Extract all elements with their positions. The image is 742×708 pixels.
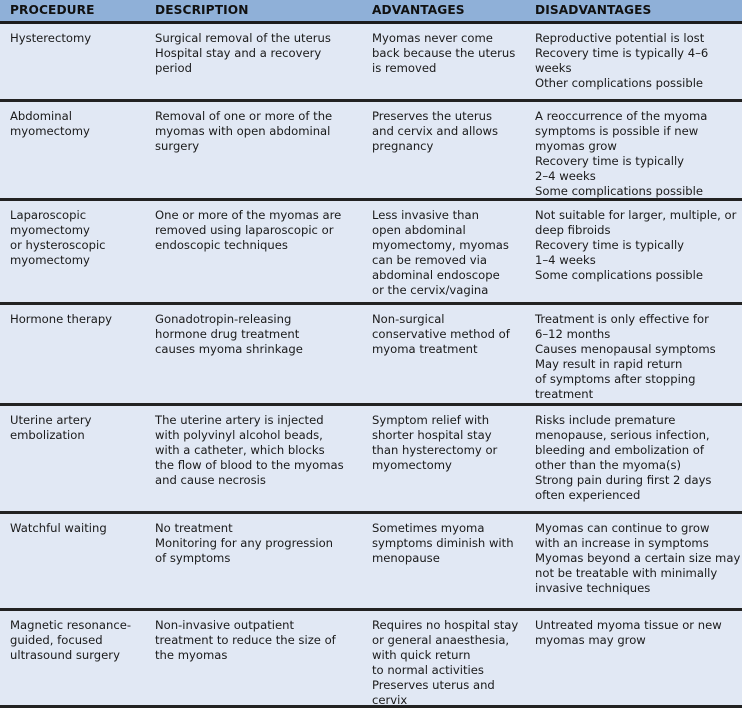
description-line: causes myoma shrinkage [155, 342, 303, 356]
advantages-line: Myomas never come [372, 31, 493, 45]
advantages-line: Preserves uterus and [372, 678, 495, 692]
cell-advantages [362, 102, 525, 198]
cell-disadvantages [525, 611, 742, 705]
cell-description [145, 24, 362, 99]
procedure-line: Uterine artery [10, 413, 92, 427]
disadvantages-line: deep fibroids [535, 223, 611, 237]
header-advantages: ADVANTAGES [372, 3, 465, 17]
disadvantages-line: not be treatable with minimally [535, 566, 718, 580]
advantages-line: pregnancy [372, 139, 434, 153]
advantages-line: with quick return [372, 648, 471, 662]
table-row [0, 406, 742, 514]
disadvantages-line: Recovery time is typically [535, 154, 685, 168]
cell-procedure [0, 611, 145, 705]
disadvantages-line: weeks [535, 61, 572, 75]
disadvantages-line: treatment [535, 387, 594, 401]
disadvantages-line: bleeding and embolization of [535, 443, 704, 457]
description-line: and cause necrosis [155, 473, 266, 487]
description-line: One or more of the myomas are [155, 208, 342, 222]
cell-procedure [0, 201, 145, 302]
description-line: Non-invasive outpatient [155, 618, 295, 632]
disadvantages-line: of symptoms after stopping [535, 372, 696, 386]
advantages-line: Non-surgical [372, 312, 445, 326]
procedure-line: Hormone therapy [10, 312, 113, 326]
advantages-line: Sometimes myoma [372, 521, 485, 535]
advantages-line: menopause [372, 551, 440, 565]
disadvantages-line: often experienced [535, 488, 641, 502]
description-line: treatment to reduce the size of [155, 633, 336, 647]
advantages-line: open abdominal [372, 223, 466, 237]
cell-advantages [362, 514, 525, 608]
disadvantages-line: symptoms is possible if new [535, 124, 699, 138]
table-row [0, 201, 742, 305]
description-line: with a catheter, which blocks [155, 443, 325, 457]
procedure-line: Magnetic resonance- [10, 618, 132, 632]
disadvantages-line: Recovery time is typically 4–6 [535, 46, 709, 60]
cell-description [145, 406, 362, 511]
disadvantages-line: Reproductive potential is lost [535, 31, 705, 45]
procedure-line: Abdominal [10, 109, 72, 123]
disadvantages-line: myomas may grow [535, 633, 646, 647]
cell-advantages [362, 406, 525, 511]
advantages-line: or the cervix/vagina [372, 283, 489, 297]
cell-disadvantages [525, 406, 742, 511]
procedure-line: ultrasound surgery [10, 648, 120, 662]
procedure-line: myomectomy [10, 253, 90, 267]
cell-disadvantages [525, 305, 742, 403]
cell-disadvantages [525, 24, 742, 99]
disadvantages-line: Other complications possible [535, 76, 704, 90]
disadvantages-line: Myomas beyond a certain size may [535, 551, 741, 565]
description-line: Monitoring for any progression [155, 536, 334, 550]
procedure-line: myomectomy [10, 124, 90, 138]
cell-procedure [0, 24, 145, 99]
disadvantages-line: Treatment is only effective for [535, 312, 709, 326]
advantages-line: than hysterectomy or [372, 443, 498, 457]
advantages-line: myomectomy, myomas [372, 238, 509, 252]
advantages-line: symptoms diminish with [372, 536, 514, 550]
cell-procedure [0, 102, 145, 198]
disadvantages-line: menopause, serious infection, [535, 428, 710, 442]
disadvantages-line: 2–4 weeks [535, 169, 596, 183]
procedure-line: or hysteroscopic [10, 238, 106, 252]
advantages-line: cervix [372, 693, 408, 707]
description-line: Removal of one or more of the [155, 109, 333, 123]
cell-procedure [0, 305, 145, 403]
disadvantages-line: Myomas can continue to grow [535, 521, 710, 535]
disadvantages-line: Not suitable for larger, multiple, or [535, 208, 737, 222]
advantages-line: Less invasive than [372, 208, 479, 222]
description-line: with polyvinyl alcohol beads, [155, 428, 323, 442]
description-line: period [155, 61, 192, 75]
description-line: Surgical removal of the uterus [155, 31, 331, 45]
cell-advantages [362, 201, 525, 302]
procedure-line: guided, focused [10, 633, 103, 647]
disadvantages-line: 1–4 weeks [535, 253, 596, 267]
header-disadvantages: DISADVANTAGES [535, 3, 652, 17]
advantages-line: shorter hospital stay [372, 428, 492, 442]
cell-disadvantages [525, 514, 742, 608]
advantages-line: or general anaesthesia, [372, 633, 510, 647]
disadvantages-line: A reoccurrence of the myoma [535, 109, 708, 123]
cell-disadvantages [525, 102, 742, 198]
cell-description [145, 201, 362, 302]
cell-advantages [362, 305, 525, 403]
cell-disadvantages [525, 201, 742, 302]
procedure-line: Watchful waiting [10, 521, 107, 535]
table-row [0, 514, 742, 611]
disadvantages-line: Strong pain during first 2 days [535, 473, 712, 487]
cell-description [145, 611, 362, 705]
header-description: DESCRIPTION [155, 3, 249, 17]
disadvantages-line: invasive techniques [535, 581, 651, 595]
description-line: No treatment [155, 521, 233, 535]
disadvantages-line: 6–12 months [535, 327, 611, 341]
disadvantages-line: other than the myoma(s) [535, 458, 682, 472]
table-row [0, 611, 742, 708]
disadvantages-line: Recovery time is typically [535, 238, 685, 252]
description-line: myomas with open abdominal [155, 124, 331, 138]
advantages-line: back because the uterus [372, 46, 516, 60]
advantages-line: myomectomy [372, 458, 452, 472]
description-line: the myomas [155, 648, 228, 662]
advantages-line: myoma treatment [372, 342, 478, 356]
table-row [0, 102, 742, 201]
advantages-line: to normal activities [372, 663, 484, 677]
table-row [0, 305, 742, 406]
disadvantages-line: with an increase in symptoms [535, 536, 709, 550]
disadvantages-line: Untreated myoma tissue or new [535, 618, 722, 632]
advantages-line: abdominal endoscope [372, 268, 500, 282]
description-line: hormone drug treatment [155, 327, 300, 341]
procedure-line: embolization [10, 428, 85, 442]
description-line: removed using laparoscopic or [155, 223, 334, 237]
description-line: Gonadotropin-releasing [155, 312, 292, 326]
description-line: of symptoms [155, 551, 231, 565]
advantages-line: can be removed via [372, 253, 487, 267]
disadvantages-line: Risks include premature [535, 413, 676, 427]
advantages-line: Requires no hospital stay [372, 618, 519, 632]
disadvantages-line: Some complications possible [535, 184, 704, 198]
description-line: Hospital stay and a recovery [155, 46, 322, 60]
table-header [0, 0, 742, 24]
table-row [0, 24, 742, 102]
cell-description [145, 305, 362, 403]
procedure-line: myomectomy [10, 223, 90, 237]
procedure-line: Hysterectomy [10, 31, 92, 45]
advantages-line: Preserves the uterus [372, 109, 492, 123]
disadvantages-line: myomas grow [535, 139, 617, 153]
cell-description [145, 514, 362, 608]
cell-description [145, 102, 362, 198]
disadvantages-line: Causes menopausal symptoms [535, 342, 716, 356]
procedure-line: Laparoscopic [10, 208, 87, 222]
description-line: surgery [155, 139, 200, 153]
description-line: the flow of blood to the myomas [155, 458, 344, 472]
advantages-line: and cervix and allows [372, 124, 499, 138]
header-procedure: PROCEDURE [10, 3, 95, 17]
description-line: endoscopic techniques [155, 238, 288, 252]
description-line: The uterine artery is injected [155, 413, 324, 427]
disadvantages-line: Some complications possible [535, 268, 704, 282]
cell-procedure [0, 514, 145, 608]
cell-advantages [362, 611, 525, 705]
cell-procedure [0, 406, 145, 511]
advantages-line: conservative method of [372, 327, 510, 341]
cell-advantages [362, 24, 525, 99]
table-body [0, 24, 742, 708]
disadvantages-line: May result in rapid return [535, 357, 683, 371]
advantages-line: is removed [372, 61, 437, 75]
advantages-line: Symptom relief with [372, 413, 490, 427]
